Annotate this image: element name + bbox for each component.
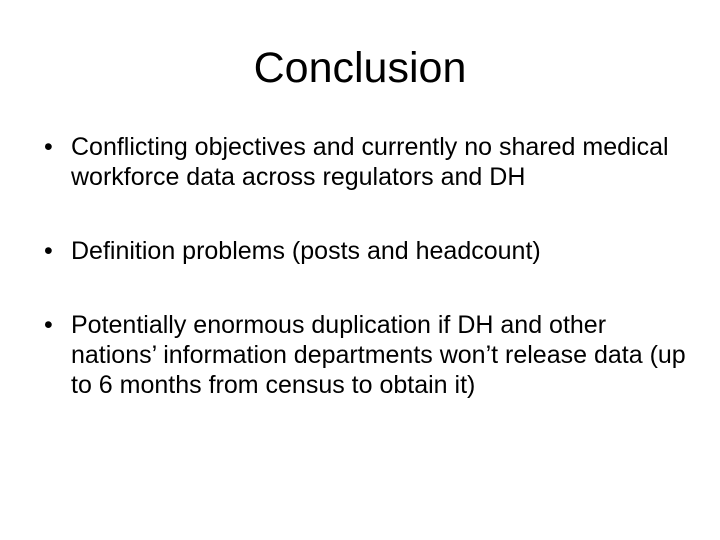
- bullet-marker: •: [44, 133, 53, 161]
- bullet-text: Conflicting objectives and currently no shared medical workforce data across regulators and DH: [71, 133, 669, 191]
- bullet-marker: •: [44, 237, 53, 265]
- bullet-marker: •: [44, 311, 53, 339]
- bullet-list: [44, 132, 694, 400]
- bullet-text: Definition problems (posts and headcount): [71, 237, 541, 265]
- bullet-item: [44, 236, 694, 266]
- bullet-text: Potentially enormous duplication if DH and other nations’ information departments won’t release data (up to 6 months from census to obtain it): [71, 311, 686, 399]
- slide-title: Conclusion: [253, 44, 467, 92]
- bullet-item: [44, 132, 694, 192]
- bullet-item: [44, 310, 694, 400]
